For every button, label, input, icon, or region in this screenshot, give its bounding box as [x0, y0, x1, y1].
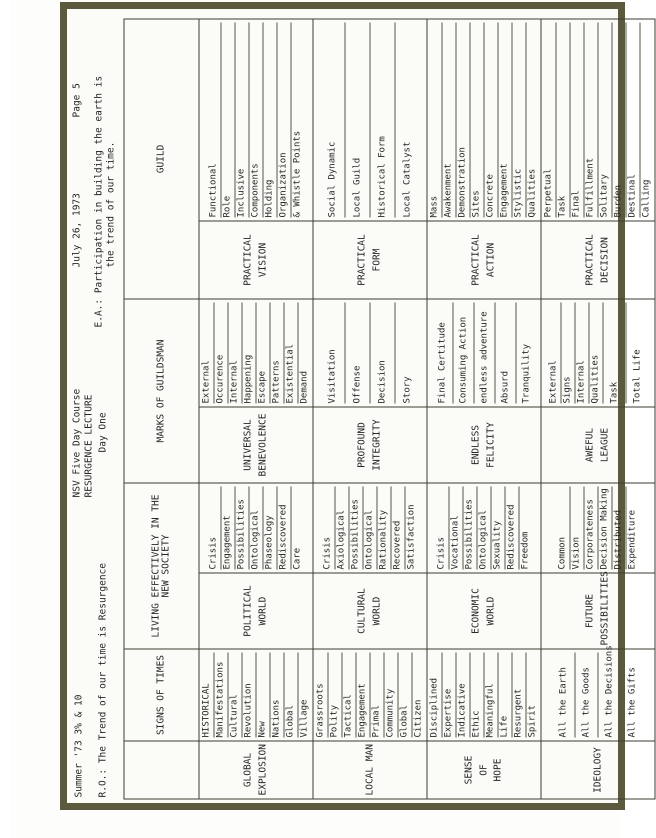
signs-list: Grassroots Polity Tactical Engagement Primal Community Global Citizen: [313, 649, 427, 741]
course-table: [124, 18, 656, 799]
row-label: SENSE OF HOPE: [427, 741, 541, 799]
marks-label: AWEFUL LEAGUE: [541, 407, 655, 483]
table-frame: [60, 2, 652, 810]
rational-objective: R.O.: The Trend of our time is Resurgence: [97, 562, 109, 797]
day-label: Day One: [97, 411, 109, 452]
signs-list: HISTORICAL Manifestations Cultural Revolution New Nations Global Village: [199, 649, 313, 741]
guild-list: Perpetual Task Final Fulfillment Solitary Burden Destinal Calling: [541, 18, 655, 220]
living-label: FUTURE POSSIBILITIES: [541, 573, 655, 649]
row-label: GLOBAL EXPLOSION: [199, 741, 313, 799]
table-row: [427, 18, 541, 798]
marks-list: Final Certitude Consuming Action endless adventure Absurd Tranquility: [427, 298, 541, 406]
living-list: Crisis Vocational Possibilities Ontological Sexuality Rediscovered Freedom: [427, 483, 541, 573]
signs-list: All the Earth All the Goods All the Decisions All the Gifts: [541, 649, 655, 741]
living-list: Crisis Axiological Possibilities Ontological Rationality Recovered Satisfaction: [313, 483, 427, 573]
table-row: [313, 18, 427, 798]
guild-label: PRACTICAL VISION: [199, 220, 313, 298]
guild-list: Social Dynamic Local Guild Historical Form Local Catalyst: [313, 18, 427, 220]
guild-label: PRACTICAL DECISION: [541, 220, 655, 298]
experiential-aim: E.A.: Participation in building the earth is: [93, 75, 105, 327]
marks-label: UNIVERSAL BENEVOLENCE: [199, 407, 313, 483]
marks-list: External Signs Internal Qualities Task Total Life: [541, 298, 655, 406]
marks-list: External Occurence Internal Happening Escape Patterns Existential Demand: [199, 298, 313, 406]
marks-label: ENDLESS FELICITY: [427, 407, 541, 483]
corner-cell: [124, 741, 199, 799]
row-label: LOCAL MAN: [313, 741, 427, 799]
living-label: CULTURAL WORLD: [313, 573, 427, 649]
living-label: ECONOMIC WORLD: [427, 573, 541, 649]
signs-header: SIGNS OF TIMES: [124, 649, 199, 741]
header-page: Page 5: [71, 82, 83, 117]
guild-list: Functional Role Inclusive Components Holding Organization & Whistle Points: [199, 18, 313, 220]
header-left: Summer '73 3% & 10: [73, 694, 85, 797]
marks-label: PROFOUND INTEGRITY: [313, 407, 427, 483]
guild-header: GUILD: [124, 18, 199, 298]
signs-list: Disciplined Expertise Indicative Ethic Meaningful Life Resurgent Spirit: [427, 649, 541, 741]
marks-list: Visitation Offense Decision Story: [313, 298, 427, 406]
living-header: LIVING EFFECTIVELY IN THE NEW SOCIETY: [124, 483, 199, 649]
lecture-title: RESURGENCE LECTURE: [83, 394, 95, 497]
guild-label: PRACTICAL FORM: [313, 220, 427, 298]
page-header: [72, 15, 124, 797]
row-label: IDEOLOGY: [541, 741, 655, 799]
table-row: [199, 18, 313, 798]
column-header-row: [124, 18, 199, 798]
header-date: July 26, 1973: [71, 192, 83, 267]
rotated-content: [68, 9, 652, 803]
living-list: Common Vision Corporateness Decision Making Distributed Expenditure: [541, 483, 655, 573]
guild-label: PRACTICAL ACTION: [427, 220, 541, 298]
table-row: [541, 18, 655, 798]
course-title: NSV Five Day Course: [71, 388, 83, 497]
living-label: POLITICAL WORLD: [199, 573, 313, 649]
scanned-page: [10, 0, 652, 838]
guild-list: Mass Awakenment Demonstration Sites Concrete Engagement Stylistic Qualities: [427, 18, 541, 220]
marks-header: MARKS OF GUILDSMAN: [124, 298, 199, 482]
living-list: Crisis Engagement Possibilities Ontological Phaseology Rediscovered Care: [199, 483, 313, 573]
experiential-aim-line2: the trend of our time.: [105, 141, 117, 267]
